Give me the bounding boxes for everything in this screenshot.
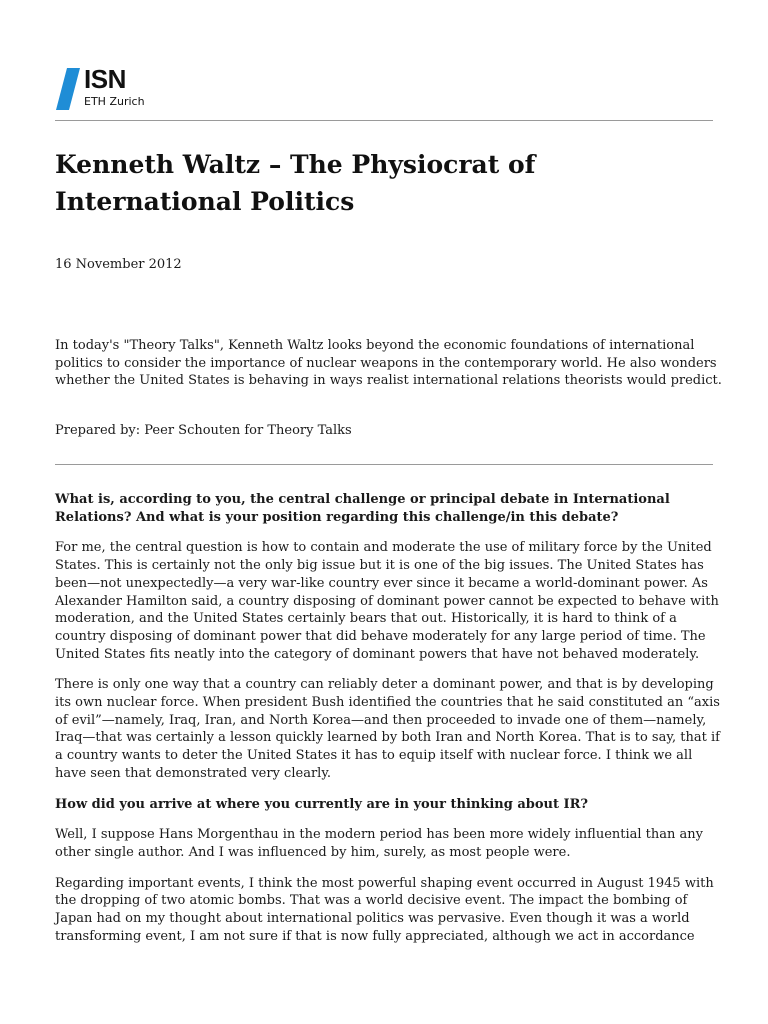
answer-paragraph: Well, I suppose Hans Morgenthau in the modern period has been more widely influential than any other single author. And I was influenced by him, surely, as most people were. <box>55 827 704 860</box>
interview-question: What is, according to you, the central challenge or principal debate in International Relations? And what is your position regarding this challenge/in this debate? <box>55 492 670 525</box>
answer-paragraph: Regarding important events, I think the most powerful shaping event occurred in August 1945 with the dropping of two atomic bombs. That was a world decisive event. The impact the bombing of Japan had on my thought about international politics was pervasive. Even though it was a world transforming event, I am not sure if that is now fully appreciated, although we act in accordance <box>55 875 714 944</box>
isn-logo <box>56 64 156 112</box>
isn-logo-mark-icon <box>56 68 82 110</box>
article-title: Kenneth Waltz – The Physiocrat of International Politics <box>55 150 536 216</box>
answer-paragraph: There is only one way that a country can reliably deter a dominant power, and that is by developing its own nuclear force. When president Bush identified the countries that he said constituted an “axis of evil”—namely, Iraq, Iran, and North Korea—and then proceeded to invade one of them—namely, Iraq—that was certainly a lesson quickly learned by both Iran and North Korea. That is to say, that if a country wants to deter the United States it has to equip itself with nuclear force. I think we all have seen that demonstrated very clearly. <box>55 677 720 781</box>
article-intro: In today's "Theory Talks", Kenneth Waltz looks beyond the economic foundations of international politics to consider the importance of nuclear weapons in the contemporary world. He also wonders whether the United States is behaving in ways realist international relations theorists would predict. <box>55 338 722 389</box>
prepared-by: Prepared by: Peer Schouten for Theory Talks <box>55 423 352 438</box>
article-date: 16 November 2012 <box>55 257 182 272</box>
interview-question: How did you arrive at where you currently are in your thinking about IR? <box>55 796 589 812</box>
section-divider <box>55 464 713 465</box>
logo-wordmark: ISN <box>84 64 126 94</box>
header-divider <box>55 120 713 121</box>
answer-paragraph: For me, the central question is how to contain and moderate the use of military force by the United States. This is certainly not the only big issue but it is one of the big issues. The United States has been—not unexpectedly—a very war-like country ever since it became a world-dominant power. As Alexander Hamilton said, a country disposing of dominant power cannot be expected to behave with moderation, and the United States certainly bears that out. Historically, it is hard to think of a country disposing of dominant power that did behave moderately for any large period of time. The United States fits neatly into the category of dominant powers that have not behaved moderately. <box>55 540 719 662</box>
logo-subtitle: ETH Zurich <box>84 95 145 108</box>
article-body <box>55 491 720 958</box>
